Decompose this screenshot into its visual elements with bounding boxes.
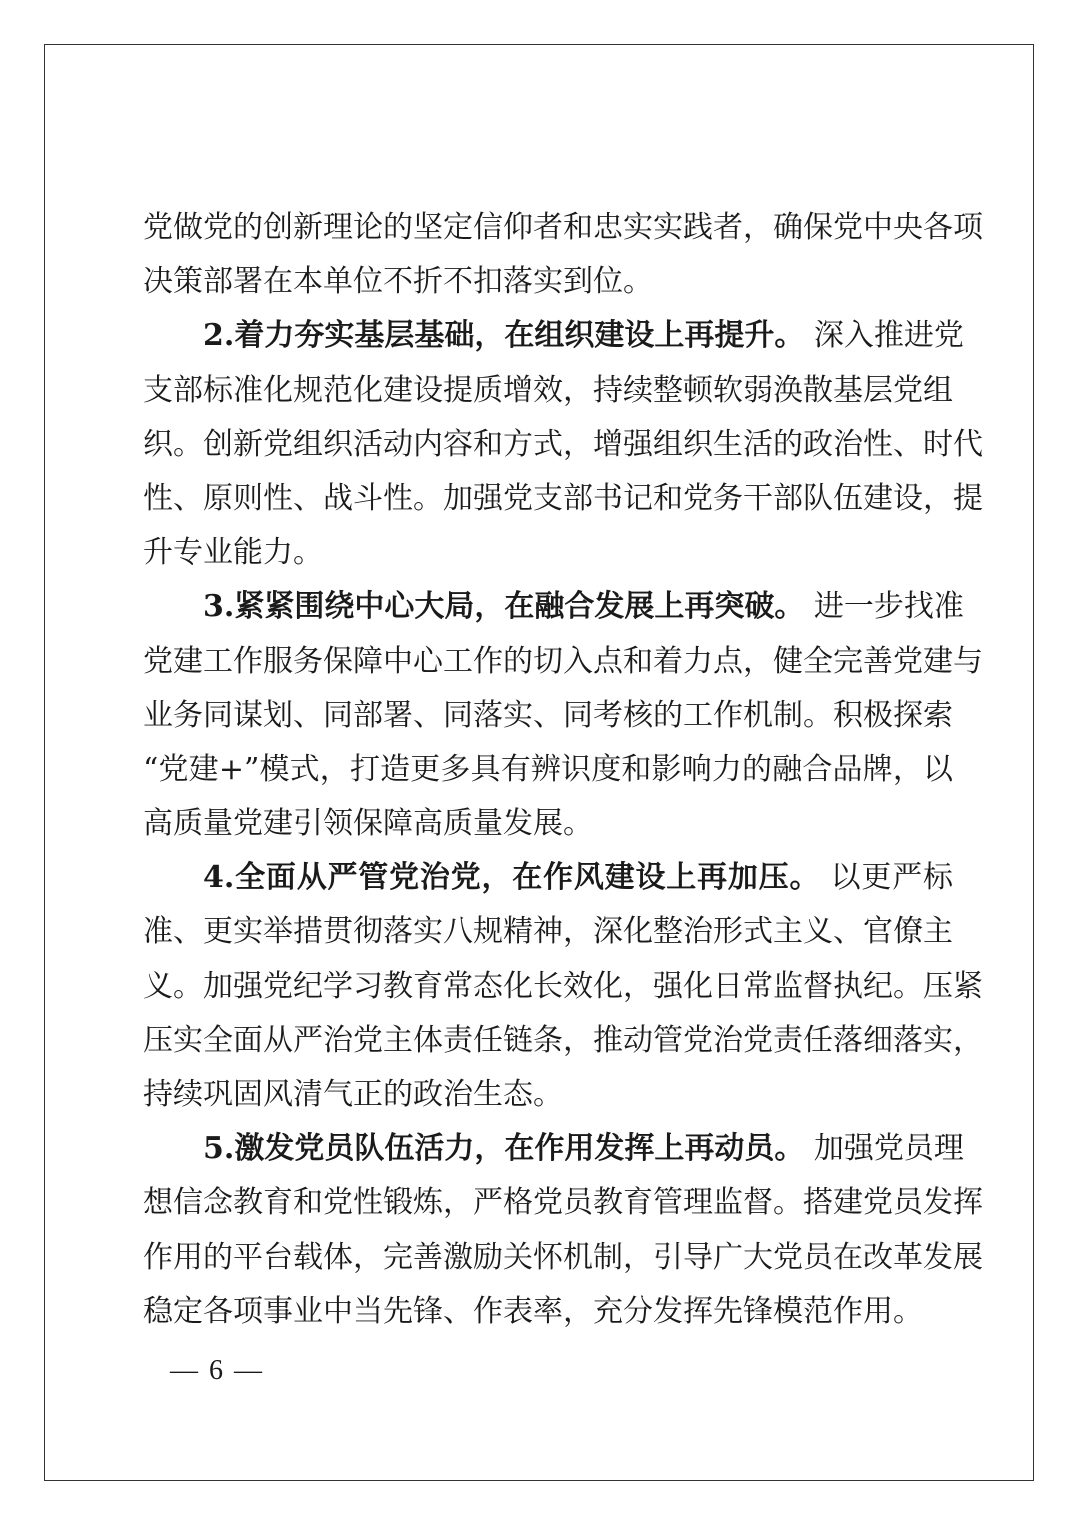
body-line: 决策部署在本单位不折不扣落实到位。 [143,264,653,300]
section-text: 以更严标 [830,860,953,896]
page-number: — 6 — [170,1355,264,1386]
section-heading: 3.紧紧围绕中心大局，在融合发展上再突破。 [203,589,805,625]
body-line: 织。创新党组织活动内容和方式，增强组织生活的政治性、时代 [143,426,983,462]
section-text: 深入推进党 [813,318,964,354]
body-line: 升专业能力。 [143,535,323,571]
body-line: 业务同谋划、同部署、同落实、同考核的工作机制。积极探索 [143,697,953,733]
body-line: 党建工作服务保障中心工作的切入点和着力点，健全完善党建与 [143,643,983,679]
section-first-line [143,1122,964,1176]
section-first-line [143,851,953,905]
body-line: 想信念教育和党性锻炼，严格党员教育管理监督。搭建党员发挥 [143,1185,983,1221]
body-line: 性、原则性、战斗性。加强党支部书记和党务干部队伍建设，提 [143,480,983,516]
section-heading: 2.着力夯实基层基础，在组织建设上再提升。 [203,318,805,354]
body-line: 稳定各项事业中当先锋、作表率，充分发挥先锋模范作用。 [143,1293,923,1329]
section-heading: 4.全面从严管党治党，在作风建设上再加压。 [203,860,821,896]
body-line: 持续巩固风清气正的政治生态。 [143,1077,563,1112]
body-line: 义。加强党纪学习教育常态化长效化，强化日常监督执纪。压紧 [143,968,983,1004]
body-line: 党做党的创新理论的坚定信仰者和忠实实践者，确保党中央各项 [143,210,983,245]
section-text: 进一步找准 [813,589,964,625]
body-line: 作用的平台载体，完善激励关怀机制，引导广大党员在改革发展 [143,1239,983,1275]
section-first-line [143,309,964,363]
body-line: 支部标准化规范化建设提质增效，持续整顿软弱涣散基层党组 [143,372,953,408]
document-body [143,201,983,1339]
body-line: 压实全面从严治党主体责任链条，推动管党治党责任落细落实， [143,1022,983,1058]
section-first-line [143,580,964,634]
body-line: “党建+”模式，打造更多具有辨识度和影响力的融合品牌，以 [143,751,953,787]
section-heading: 5.激发党员队伍活力，在作用发挥上再动员。 [203,1131,805,1167]
section-text: 加强党员理 [813,1131,964,1167]
body-line: 高质量党建引领保障高质量发展。 [143,806,593,842]
body-line: 准、更实举措贯彻落实八规精神，深化整治形式主义、官僚主 [143,914,953,950]
